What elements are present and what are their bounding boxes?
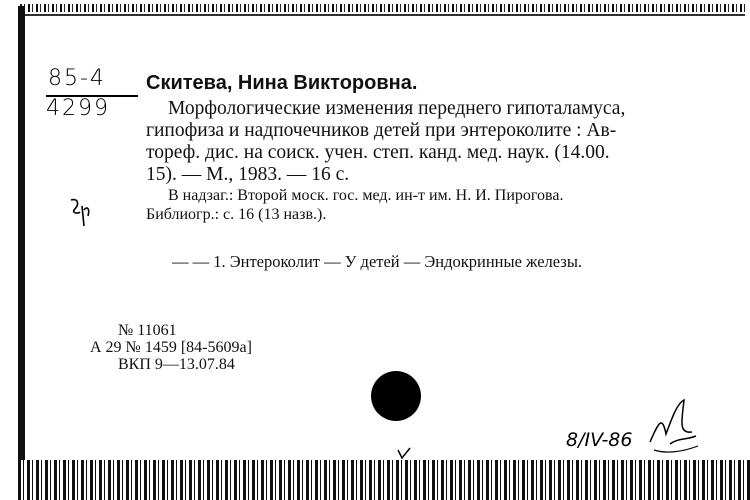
scan-left-edge — [18, 6, 25, 466]
subject-headings: — — 1. Энтероколит — У детей — Эндокринные железы. — [172, 252, 583, 271]
title-description — [146, 98, 736, 186]
title-line: 15). — М., 1983. — 16 с. — [146, 164, 350, 185]
registry-number: А 29 № 1459 [84-5609а] — [90, 339, 252, 356]
bibliographic-note — [146, 186, 746, 224]
handwritten-tick-mark — [396, 446, 412, 460]
handwritten-signature — [566, 394, 706, 460]
handwritten-code-top: 85-4 — [48, 66, 106, 91]
punch-hole — [371, 371, 421, 421]
title-line: гипофиза и надпочечников детей при энтероколите : Ав- — [146, 120, 617, 141]
note-line: В надзаг.: Второй моск. гос. мед. ин-т им. Н. И. Пирогова. — [168, 187, 564, 204]
signature-date: 8/IV-86 — [566, 429, 633, 451]
title-line: тореф. дис. на соиск. учен. степ. канд. мед. наук. (14.00. — [146, 142, 610, 163]
author-name: Скитева, Нина Викторовна. — [146, 72, 418, 94]
catalog-numbers — [90, 322, 252, 373]
handwritten-marginal-mark — [68, 196, 92, 228]
vkp-number: ВКП 9—13.07.84 — [118, 356, 235, 373]
record-number: № 11061 — [118, 322, 177, 339]
scan-bottom-edge — [18, 460, 750, 500]
note-line: Библиогр.: с. 16 (13 назв.). — [146, 206, 327, 223]
scan-top-edge — [20, 4, 745, 12]
scan-top-border — [20, 14, 745, 16]
handwritten-code-bottom: 4299 — [46, 96, 110, 121]
title-line: Морфологические изменения переднего гипоталамуса, — [168, 98, 626, 119]
